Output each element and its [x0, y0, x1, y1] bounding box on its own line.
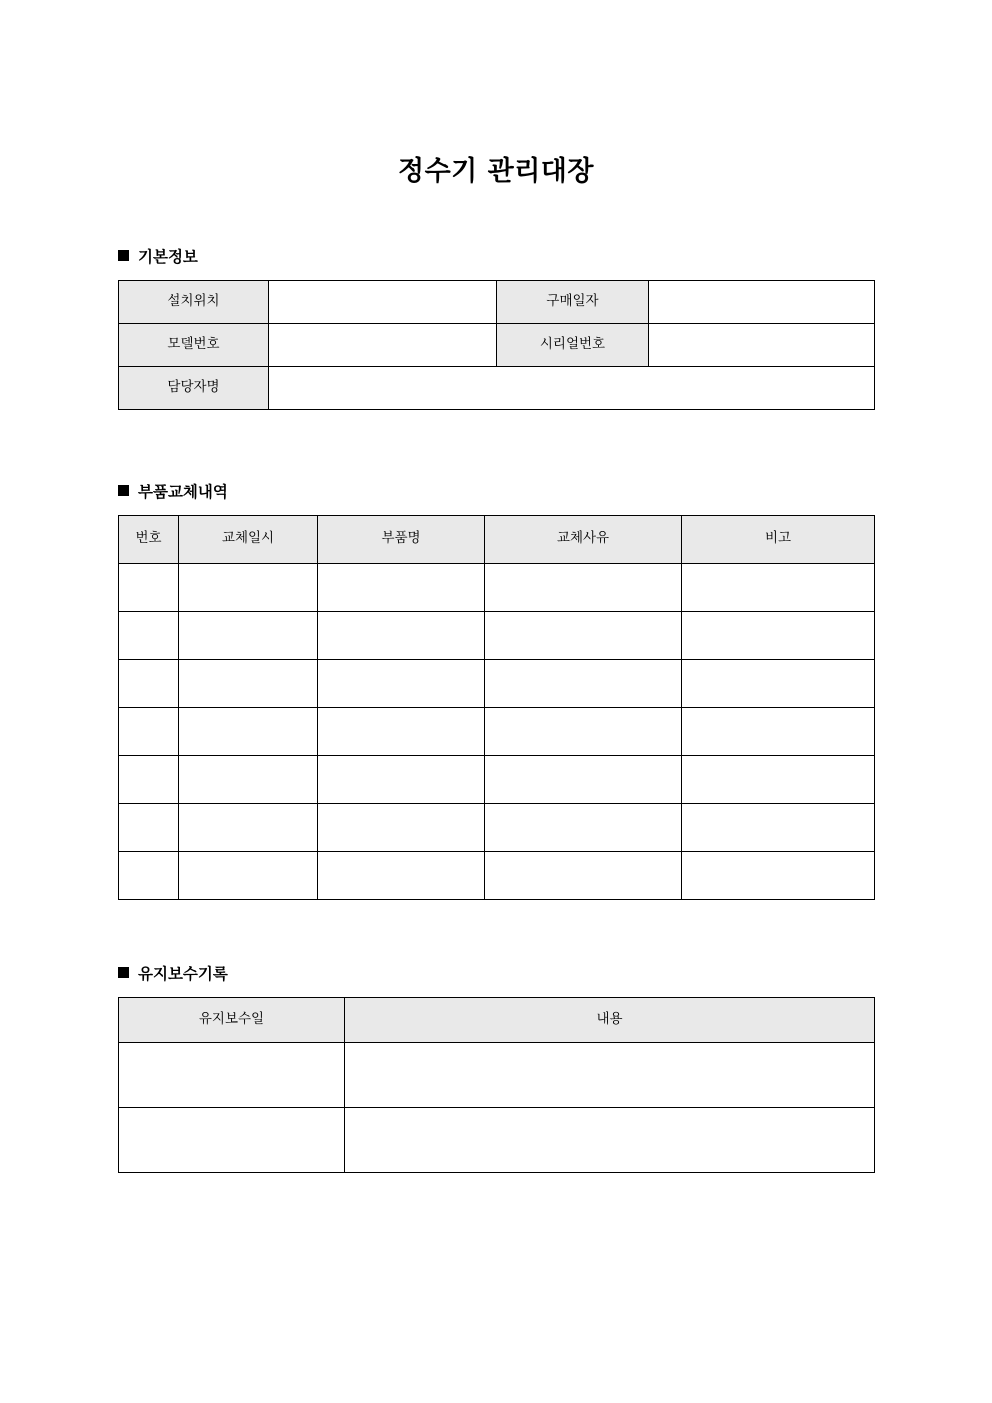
cell-replacement-reason[interactable]: [485, 659, 682, 707]
cell-number[interactable]: [119, 803, 179, 851]
section-parts-replacement: [118, 483, 874, 900]
column-header-replacement-date: 교체일시: [179, 515, 318, 563]
section-heading-label: 유지보수기록: [138, 965, 228, 983]
cell-part-name[interactable]: [318, 803, 485, 851]
section-heading-parts-replacement: [118, 483, 874, 502]
cell-replacement-reason[interactable]: [485, 563, 682, 611]
basic-info-table: [118, 280, 875, 410]
cell-part-name[interactable]: [318, 611, 485, 659]
table-row: [119, 659, 875, 707]
cell-part-name[interactable]: [318, 755, 485, 803]
table-row: [119, 803, 875, 851]
maintenance-record-table: [118, 997, 875, 1173]
cell-content[interactable]: [345, 1042, 875, 1107]
field-model-number[interactable]: [269, 323, 497, 366]
cell-replacement-date[interactable]: [179, 659, 318, 707]
column-header-number: 번호: [119, 515, 179, 563]
cell-replacement-reason[interactable]: [485, 851, 682, 899]
cell-maintenance-date[interactable]: [119, 1107, 345, 1172]
label-install-location: 설치위치: [119, 280, 269, 323]
section-heading-basic-info: [118, 248, 874, 267]
table-row: [119, 611, 875, 659]
label-model-number: 모델번호: [119, 323, 269, 366]
section-basic-info: [118, 248, 874, 410]
field-serial-number[interactable]: [649, 323, 875, 366]
cell-replacement-date[interactable]: [179, 851, 318, 899]
cell-number[interactable]: [119, 659, 179, 707]
column-header-remarks: 비고: [682, 515, 875, 563]
cell-remarks[interactable]: [682, 707, 875, 755]
square-bullet-icon: [118, 485, 129, 496]
cell-replacement-reason[interactable]: [485, 611, 682, 659]
cell-number[interactable]: [119, 707, 179, 755]
field-purchase-date[interactable]: [649, 280, 875, 323]
cell-remarks[interactable]: [682, 803, 875, 851]
cell-replacement-date[interactable]: [179, 611, 318, 659]
column-header-content: 내용: [345, 997, 875, 1042]
table-row: [119, 1042, 875, 1107]
table-row: [119, 851, 875, 899]
table-header-row: [119, 997, 875, 1042]
cell-part-name[interactable]: [318, 851, 485, 899]
table-row: [119, 280, 875, 323]
cell-remarks[interactable]: [682, 611, 875, 659]
cell-replacement-reason[interactable]: [485, 707, 682, 755]
cell-remarks[interactable]: [682, 659, 875, 707]
label-manager-name: 담당자명: [119, 366, 269, 409]
parts-replacement-table: [118, 515, 875, 900]
column-header-replacement-reason: 교체사유: [485, 515, 682, 563]
table-row: [119, 1107, 875, 1172]
page-title: 정수기 관리대장: [398, 156, 594, 188]
table-header-row: [119, 515, 875, 563]
cell-replacement-date[interactable]: [179, 563, 318, 611]
label-serial-number: 시리얼번호: [497, 323, 649, 366]
table-row: [119, 707, 875, 755]
field-install-location[interactable]: [269, 280, 497, 323]
cell-number[interactable]: [119, 611, 179, 659]
square-bullet-icon: [118, 250, 129, 261]
cell-part-name[interactable]: [318, 659, 485, 707]
cell-remarks[interactable]: [682, 755, 875, 803]
table-row: [119, 563, 875, 611]
square-bullet-icon: [118, 967, 129, 978]
cell-remarks[interactable]: [682, 563, 875, 611]
cell-replacement-date[interactable]: [179, 755, 318, 803]
cell-number[interactable]: [119, 755, 179, 803]
table-row: [119, 755, 875, 803]
column-header-maintenance-date: 유지보수일: [119, 997, 345, 1042]
table-row: [119, 366, 875, 409]
section-heading-maintenance-record: [118, 965, 874, 984]
section-heading-label: 부품교체내역: [138, 483, 228, 501]
cell-number[interactable]: [119, 563, 179, 611]
section-maintenance-record: [118, 965, 874, 1173]
section-heading-label: 기본정보: [138, 248, 198, 266]
cell-number[interactable]: [119, 851, 179, 899]
field-manager-name[interactable]: [269, 366, 875, 409]
cell-content[interactable]: [345, 1107, 875, 1172]
cell-part-name[interactable]: [318, 707, 485, 755]
column-header-part-name: 부품명: [318, 515, 485, 563]
cell-maintenance-date[interactable]: [119, 1042, 345, 1107]
cell-remarks[interactable]: [682, 851, 875, 899]
table-row: [119, 323, 875, 366]
cell-part-name[interactable]: [318, 563, 485, 611]
cell-replacement-reason[interactable]: [485, 755, 682, 803]
cell-replacement-date[interactable]: [179, 707, 318, 755]
label-purchase-date: 구매일자: [497, 280, 649, 323]
cell-replacement-reason[interactable]: [485, 803, 682, 851]
cell-replacement-date[interactable]: [179, 803, 318, 851]
